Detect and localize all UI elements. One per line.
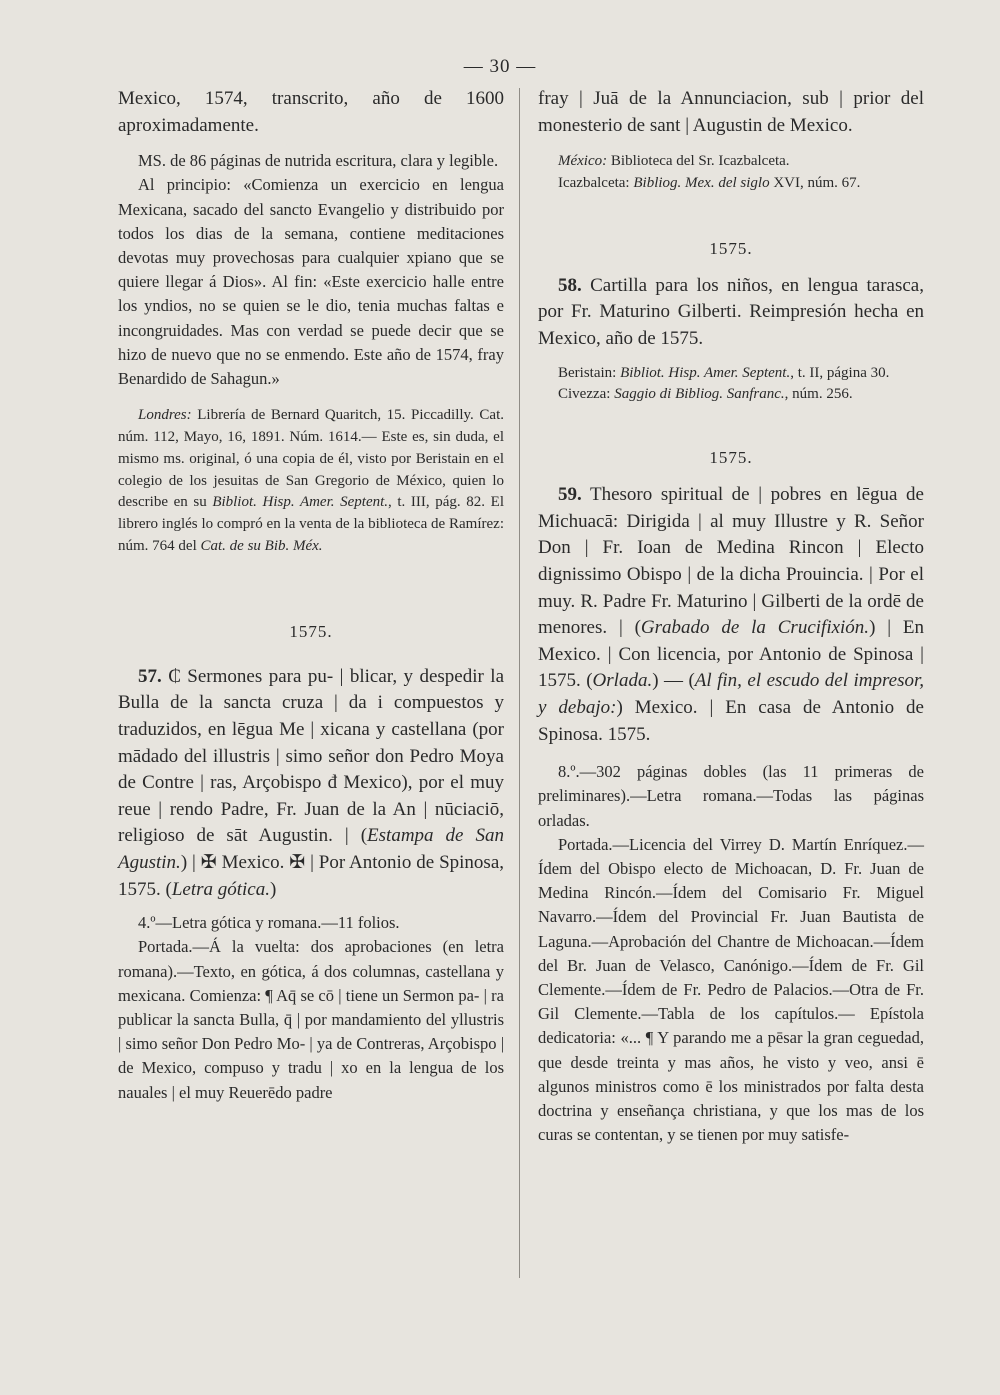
reference-note: Civezza: Saggio di Bibliog. Sanfranc., núm. 256. — [558, 386, 853, 403]
entry-57: 57. ₵ Sermones para pu- | blicar, y despedir la Bulla de la sancta cruza | da i compuestos y traduzidos, en lēgua Me | xicana y castellana (por mādado del illustris | simo señor don Pedro Moya de Contre | ras, Arçobispo đ Mexico), por el muy reue | rendo Padre, Fr. Juan de la An | nūciaciō, religioso de sāt Augustin. | (Estampa de San Agustin.) | ✠ Mexico. ✠ | Por Antonio de Spinosa, 1575. (Letra gótica.) — [118, 665, 504, 900]
manuscript-description: MS. de 86 páginas de nutrida escritura, clara y legible. — [138, 151, 499, 171]
manuscript-incipit: Al principio: «Comienza un exercicio en lengua Mexicana, sacado del sancto Evangelio y distribuido por todos los dias de la semana, contiene meditaciones devotas muy provechosas para cualquier xpiano que se quiere llegar á Dios». Al fin: «Este exercicio halle entre los yndios, no se quien se le dio, tenia muchas faltas e incongruidades. Mas con verdad se puede decir que se hizo de nuevo que no se enmendo. Este año de 1574, fray Benardido de Sahagun.» — [118, 175, 504, 389]
year-heading: 1575. — [289, 621, 333, 641]
bibliography-note: Icazbalceta: Bibliog. Mex. del siglo XVI, núm. 67. — [558, 174, 861, 191]
year-heading: 1575. — [709, 448, 753, 468]
entry-56-end: fray | Juā de la Annunciacion, sub | prior del monesterio de sant | Augustin de Mexico. — [538, 88, 924, 136]
entry-56-continuation: Mexico, 1574, transcrito, año de 1600 aproximadamente. — [118, 88, 504, 136]
page-number: — 30 — — [463, 56, 537, 77]
entry-number: 57. — [138, 665, 162, 687]
reference-title: Cat. de su Bib. Méx. — [200, 538, 323, 554]
reference-note: Beristain: Bibliot. Hisp. Amer. Septent., t. II, página 30. — [558, 364, 890, 381]
entry-number: 59. — [558, 484, 582, 506]
reference-title: Bibliot. Hisp. Amer. Septent. — [212, 494, 389, 511]
source-place: Londres: — [138, 407, 192, 424]
entry-number: 58. — [558, 274, 582, 296]
left-column — [118, 86, 504, 1105]
entry-59-description: Portada.—Licencia del Virrey D. Martín Enríquez.—Ídem del Obispo electo de Michoacan, D. Fr. Juan de Medina Rincón.—Ídem del Comisario Fr. Miguel Navarro.—Ídem del Provincial Fr. Juan Bautista de Laguna.—Aprobación del Chantre de Michoacan.—Ídem del Br. Juan de Velasco, Canónigo.—Ídem de Fr. Gil Clemente.—Ídem de Fr. Pedro de Palacios.—Otra de Fr. Gil Clemente.—Tabla de los capítulos.— Epístola dedicatoria: «... ¶ Y parando me a pēsar la gran ceguedad, que desde treinta y mas años, he visto y veo, ansi ē algunos ministros como ē los ministrados por falta desta doctrina y enseñança christiana, y que los mas de los curas se contentan, y se tienen por muy satisfe- — [538, 834, 924, 1145]
location-note: México: Biblioteca del Sr. Icazbalceta. — [558, 153, 790, 170]
entry-59: 59. Thesoro spiritual de | pobres en lēgua de Michuacā: Dirigida | al muy Illustre y R. Señor Don | Fr. Ioan de Medina Rincon | Electo dignissimo Obispo | de la dicha Prouincia. | Por el muy. R. Padre Fr. Maturino | Gilberti de la ordē de menores. | (Grabado de la Crucifixión.) | En Mexico. | Con licencia, por Antonio de Spinosa | 1575. (Orlada.) — (Al fin, el escudo del impresor, y debajo:) Mexico. | En casa de Antonio de Spinosa. 1575. — [538, 484, 925, 745]
right-column — [538, 86, 924, 1147]
year-heading: 1575. — [709, 238, 753, 258]
source-note: Londres: Librería de Bernard Quaritch, 15. Piccadilly. Cat. núm. 112, Mayo, 16, 1891. Núm. 1614.— Este es, sin duda, el mismo ms. original, ó una copia de él, visto por Beristain en el colegio de los jesuitas de San Gregorio de México, quien lo describe en su Bibliot. Hisp. Amer. Septent., t. III, pág. 82. El librero inglés lo compró en la venta de la biblioteca de Ramírez: núm. 764 del Cat. de su Bib. Méx. — [118, 407, 504, 554]
column-divider — [519, 88, 520, 1278]
entry-57-description: Portada.—Á la vuelta: dos aprobaciones (en letra romana).—Texto, en gótica, á dos columnas, castellana y mexicana. Comienza: ¶ Aq̄ se cō | tiene un Sermon pa- | ra publicar la sancta Bulla, q̄ | por mandamiento del yllustris | simo señor Don Pedro Mo- | ya de Contreras, Arçobispo | de Mexico, compuso y tradu | xo en la lengua de los nauales | el muy Reuerēdo padre — [118, 937, 504, 1102]
entry-57-format: 4.º—Letra gótica y romana.—11 folios. — [138, 913, 400, 933]
entry-59-format: 8.º.—302 páginas dobles (las 11 primeras de preliminares).—Letra romana.—Todas las páginas orladas. — [538, 762, 924, 830]
entry-58: 58. Cartilla para los niños, en lengua tarasca, por Fr. Maturino Gilberti. Reimpresión hecha en Mexico, año de 1575. — [538, 274, 924, 349]
